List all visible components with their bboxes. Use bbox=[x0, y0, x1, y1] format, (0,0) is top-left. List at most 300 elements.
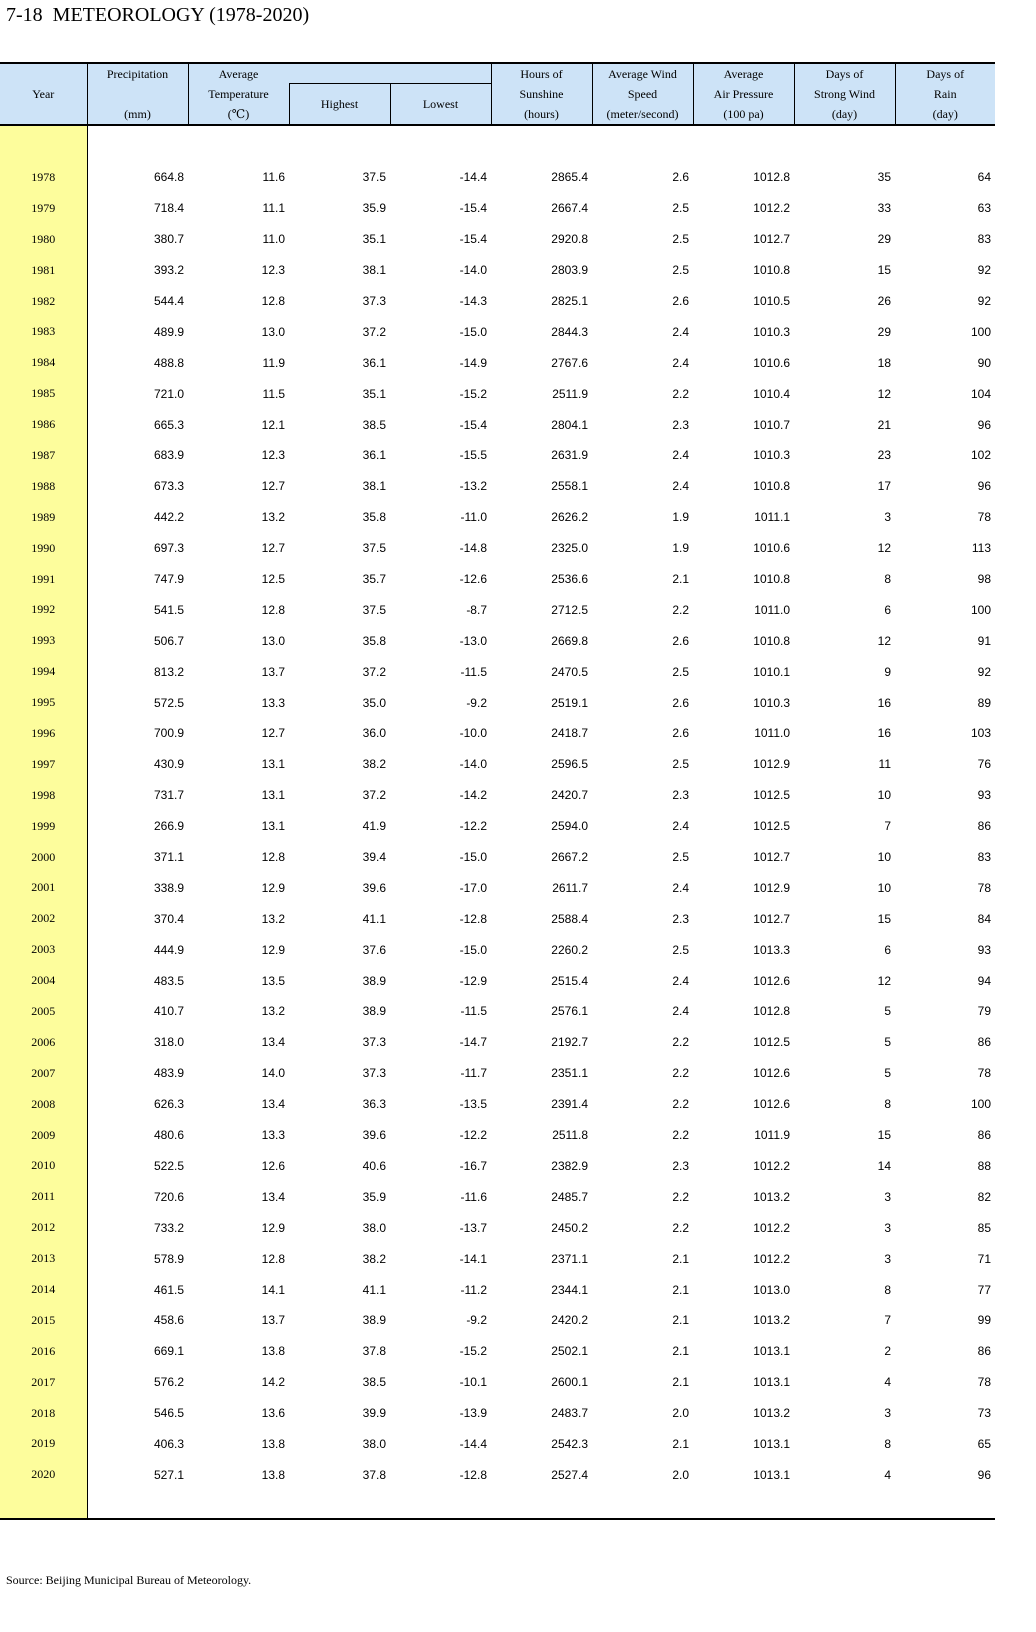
value-cell: 410.7 bbox=[153, 1004, 184, 1019]
value-cell: 13.2 bbox=[261, 911, 285, 926]
value-cell: -9.2 bbox=[466, 695, 487, 710]
value-cell: 2767.6 bbox=[551, 355, 588, 370]
value-cell: 1013.2 bbox=[753, 1189, 790, 1204]
table-row bbox=[0, 286, 995, 317]
value-cell: 1013.1 bbox=[753, 1467, 790, 1482]
table-row bbox=[0, 934, 995, 965]
value-cell: -13.9 bbox=[459, 1406, 487, 1421]
value-cell: 318.0 bbox=[153, 1035, 184, 1050]
year-cell: 2004 bbox=[0, 965, 87, 996]
year-cell: 2014 bbox=[0, 1274, 87, 1305]
year-cell: 1987 bbox=[0, 440, 87, 471]
table-row bbox=[0, 1243, 995, 1274]
table-row bbox=[0, 316, 995, 347]
value-cell: 380.7 bbox=[153, 232, 184, 247]
value-cell: 96 bbox=[977, 1467, 991, 1482]
value-cell: 2260.2 bbox=[551, 942, 588, 957]
value-cell: 39.4 bbox=[362, 850, 386, 865]
year-cell: 1983 bbox=[0, 316, 87, 347]
table-row bbox=[0, 378, 995, 409]
value-cell: 2.0 bbox=[672, 1406, 689, 1421]
value-cell: 442.2 bbox=[153, 510, 184, 525]
value-cell: 92 bbox=[977, 664, 991, 679]
value-cell: -12.2 bbox=[459, 819, 487, 834]
value-cell: 38.9 bbox=[362, 1004, 386, 1019]
header-year: Year bbox=[0, 63, 87, 125]
value-cell: 2.1 bbox=[672, 1251, 689, 1266]
value-cell: 2.5 bbox=[672, 201, 689, 216]
value-cell: 79 bbox=[977, 1004, 991, 1019]
year-cell: 2016 bbox=[0, 1336, 87, 1367]
table-row bbox=[0, 625, 995, 656]
value-cell: 1012.7 bbox=[753, 911, 790, 926]
year-cell: 2013 bbox=[0, 1243, 87, 1274]
value-cell: 2519.1 bbox=[551, 695, 588, 710]
table-row bbox=[0, 1120, 995, 1151]
table-row bbox=[0, 1027, 995, 1058]
value-cell: -13.2 bbox=[459, 479, 487, 494]
value-cell: 480.6 bbox=[153, 1128, 184, 1143]
value-cell: -14.4 bbox=[459, 170, 487, 185]
value-cell: 1011.9 bbox=[754, 1128, 790, 1143]
value-cell: 1.9 bbox=[672, 510, 689, 525]
value-cell: 4 bbox=[884, 1375, 891, 1390]
source-note: Source: Beijing Municipal Bureau of Meteorology. bbox=[6, 1573, 252, 1587]
header-strong-wind-days: Days of Strong Wind (day) bbox=[794, 63, 895, 125]
value-cell: -14.9 bbox=[459, 355, 487, 370]
value-cell: -11.6 bbox=[460, 1189, 487, 1204]
value-cell: -12.6 bbox=[459, 572, 487, 587]
value-cell: 2382.9 bbox=[551, 1158, 588, 1173]
value-cell: 38.2 bbox=[362, 757, 386, 772]
value-cell: 13.8 bbox=[261, 1436, 285, 1451]
value-cell: 39.6 bbox=[362, 1128, 386, 1143]
value-cell: 13.8 bbox=[261, 1467, 285, 1482]
value-cell: 12.7 bbox=[261, 541, 285, 556]
year-cell: 2007 bbox=[0, 1058, 87, 1089]
value-cell: 2470.5 bbox=[551, 664, 588, 679]
value-cell: 2.6 bbox=[672, 633, 689, 648]
value-cell: -16.7 bbox=[459, 1158, 487, 1173]
value-cell: 93 bbox=[977, 942, 991, 957]
value-cell: 1010.3 bbox=[753, 695, 790, 710]
value-cell: 9 bbox=[884, 664, 891, 679]
value-cell: 14.0 bbox=[261, 1066, 285, 1081]
value-cell: 2192.7 bbox=[551, 1035, 588, 1050]
value-cell: 2844.3 bbox=[551, 324, 588, 339]
value-cell: 489.9 bbox=[153, 324, 184, 339]
table-row bbox=[0, 564, 995, 595]
value-cell: 2371.1 bbox=[551, 1251, 588, 1266]
value-cell: 2558.1 bbox=[551, 479, 588, 494]
value-cell: 2631.9 bbox=[551, 448, 588, 463]
value-cell: 17 bbox=[877, 479, 891, 494]
value-cell: 94 bbox=[977, 973, 991, 988]
value-cell: 3 bbox=[884, 1251, 891, 1266]
value-cell: 2.5 bbox=[672, 664, 689, 679]
value-cell: 3 bbox=[884, 1189, 891, 1204]
table-row bbox=[0, 656, 995, 687]
value-cell: 2865.4 bbox=[551, 170, 588, 185]
value-cell: 721.0 bbox=[153, 386, 184, 401]
value-cell: 37.5 bbox=[362, 602, 386, 617]
year-cell: 2009 bbox=[0, 1120, 87, 1151]
header-precipitation: Precipitation (mm) bbox=[87, 63, 188, 125]
value-cell: 37.2 bbox=[362, 324, 386, 339]
value-cell: 2.5 bbox=[672, 757, 689, 772]
value-cell: 2511.8 bbox=[552, 1128, 588, 1143]
value-cell: 29 bbox=[877, 232, 891, 247]
value-cell: 12.9 bbox=[261, 880, 285, 895]
page-title: 7-18 METEOROLOGY (1978-2020) bbox=[6, 4, 310, 26]
table-row bbox=[0, 718, 995, 749]
value-cell: 37.5 bbox=[362, 541, 386, 556]
value-cell: 13.7 bbox=[261, 664, 285, 679]
value-cell: 1012.9 bbox=[753, 757, 790, 772]
value-cell: 35.8 bbox=[362, 633, 386, 648]
value-cell: -11.2 bbox=[460, 1282, 487, 1297]
value-cell: 2.5 bbox=[672, 850, 689, 865]
value-cell: 1010.3 bbox=[753, 448, 790, 463]
value-cell: 38.5 bbox=[362, 417, 386, 432]
value-cell: 4 bbox=[884, 1467, 891, 1482]
table-row bbox=[0, 594, 995, 625]
value-cell: 576.2 bbox=[153, 1375, 184, 1390]
value-cell: 1010.4 bbox=[753, 386, 790, 401]
table-row bbox=[0, 903, 995, 934]
value-cell: -13.5 bbox=[459, 1097, 487, 1112]
value-cell: 71 bbox=[977, 1251, 991, 1266]
value-cell: 527.1 bbox=[153, 1467, 184, 1482]
value-cell: 1012.2 bbox=[753, 201, 790, 216]
table-body bbox=[0, 125, 995, 1519]
value-cell: -15.0 bbox=[459, 942, 487, 957]
value-cell: 2.0 bbox=[672, 1467, 689, 1482]
value-cell: 76 bbox=[977, 757, 991, 772]
value-cell: 2.2 bbox=[672, 1189, 689, 1204]
value-cell: 36.3 bbox=[362, 1097, 386, 1112]
value-cell: -14.3 bbox=[459, 294, 487, 308]
value-cell: 430.9 bbox=[153, 757, 184, 772]
table-row bbox=[0, 162, 995, 193]
value-cell: 1013.0 bbox=[753, 1282, 790, 1297]
header-temperature-group-spacer bbox=[289, 63, 491, 84]
value-cell: 2485.7 bbox=[551, 1189, 588, 1204]
value-cell: 12.9 bbox=[261, 1220, 285, 1235]
value-cell: 84 bbox=[977, 911, 991, 926]
value-cell: 14 bbox=[877, 1158, 891, 1173]
value-cell: 13.3 bbox=[261, 1128, 285, 1143]
table-row bbox=[0, 1336, 995, 1367]
value-cell: 90 bbox=[977, 355, 991, 370]
value-cell: 2344.1 bbox=[551, 1282, 588, 1297]
value-cell: 1012.2 bbox=[753, 1220, 790, 1235]
value-cell: 10 bbox=[877, 850, 891, 865]
value-cell: 2.4 bbox=[672, 479, 689, 494]
value-cell: 2576.1 bbox=[551, 1004, 588, 1019]
value-cell: 37.2 bbox=[362, 788, 386, 803]
value-cell: 64 bbox=[977, 170, 991, 185]
value-cell: -15.4 bbox=[459, 232, 487, 247]
value-cell: 36.1 bbox=[362, 355, 386, 370]
value-cell: 37.3 bbox=[362, 1066, 386, 1081]
value-cell: 36.1 bbox=[362, 448, 386, 463]
value-cell: 86 bbox=[977, 819, 991, 834]
header-air-pressure: Average Air Pressure (100 pa) bbox=[693, 63, 794, 125]
year-cell: 1981 bbox=[0, 255, 87, 286]
value-cell: 669.1 bbox=[153, 1344, 184, 1359]
value-cell: 1013.1 bbox=[753, 1344, 790, 1359]
value-cell: 73 bbox=[977, 1406, 991, 1421]
value-cell: 12.3 bbox=[261, 448, 285, 463]
value-cell: 2.2 bbox=[672, 602, 689, 617]
value-cell: -15.5 bbox=[459, 448, 487, 463]
value-cell: 2600.1 bbox=[551, 1375, 588, 1390]
value-cell: -8.7 bbox=[466, 602, 487, 617]
value-cell: 104 bbox=[970, 386, 991, 401]
value-cell: 11.5 bbox=[262, 386, 285, 401]
value-cell: 2.3 bbox=[672, 417, 689, 432]
value-cell: 38.2 bbox=[362, 1251, 386, 1266]
value-cell: -14.0 bbox=[459, 263, 487, 278]
value-cell: 2712.5 bbox=[551, 602, 588, 617]
value-cell: 1010.8 bbox=[753, 572, 790, 587]
value-cell: 3 bbox=[884, 510, 891, 525]
value-cell: 102 bbox=[970, 448, 991, 463]
value-cell: 1013.3 bbox=[753, 942, 790, 957]
value-cell: 2.1 bbox=[672, 1436, 689, 1451]
year-cell: 2017 bbox=[0, 1367, 87, 1398]
value-cell: 2.5 bbox=[672, 263, 689, 278]
value-cell: 13.1 bbox=[261, 788, 285, 803]
value-cell: 8 bbox=[884, 1436, 891, 1451]
value-cell: 98 bbox=[977, 572, 991, 587]
value-cell: 1012.6 bbox=[753, 973, 790, 988]
value-cell: 86 bbox=[977, 1128, 991, 1143]
value-cell: 1010.5 bbox=[753, 294, 790, 308]
value-cell: 1010.8 bbox=[753, 263, 790, 278]
header-sunshine: Hours of Sunshine (hours) bbox=[491, 63, 592, 125]
value-cell: 2.3 bbox=[672, 911, 689, 926]
value-cell: -15.2 bbox=[459, 386, 487, 401]
year-cell: 1996 bbox=[0, 718, 87, 749]
value-cell: -14.0 bbox=[459, 757, 487, 772]
table-row bbox=[0, 255, 995, 286]
table-row bbox=[0, 1367, 995, 1398]
value-cell: 1013.1 bbox=[753, 1436, 790, 1451]
value-cell: 37.8 bbox=[362, 1467, 386, 1482]
value-cell: 488.8 bbox=[153, 355, 184, 370]
value-cell: 1012.2 bbox=[753, 1251, 790, 1266]
value-cell: -13.7 bbox=[459, 1220, 487, 1235]
table-header bbox=[0, 63, 995, 125]
value-cell: 720.6 bbox=[153, 1189, 184, 1204]
value-cell: 2.4 bbox=[672, 1004, 689, 1019]
value-cell: 1012.7 bbox=[753, 850, 790, 865]
value-cell: 2515.4 bbox=[551, 973, 588, 988]
value-cell: 1012.5 bbox=[753, 1035, 790, 1050]
value-cell: 16 bbox=[877, 726, 891, 741]
year-cell: 2003 bbox=[0, 934, 87, 965]
value-cell: 2.2 bbox=[672, 1035, 689, 1050]
table-row bbox=[0, 1181, 995, 1212]
value-cell: 483.5 bbox=[153, 973, 184, 988]
value-cell: 1.9 bbox=[672, 541, 689, 556]
value-cell: 1012.5 bbox=[753, 788, 790, 803]
value-cell: 38.0 bbox=[362, 1220, 386, 1235]
value-cell: 731.7 bbox=[153, 788, 184, 803]
value-cell: 2.4 bbox=[672, 880, 689, 895]
header-highest: Highest bbox=[289, 84, 390, 125]
value-cell: 2.2 bbox=[672, 1066, 689, 1081]
value-cell: 2825.1 bbox=[551, 294, 588, 308]
value-cell: 12.1 bbox=[261, 417, 285, 432]
value-cell: 406.3 bbox=[153, 1436, 184, 1451]
value-cell: 1011.0 bbox=[754, 726, 790, 741]
value-cell: 1012.9 bbox=[753, 880, 790, 895]
value-cell: 38.0 bbox=[362, 1436, 386, 1451]
value-cell: 483.9 bbox=[153, 1066, 184, 1081]
year-cell: 1993 bbox=[0, 625, 87, 656]
value-cell: 13.0 bbox=[261, 324, 285, 339]
value-cell: 12.8 bbox=[261, 850, 285, 865]
value-cell: 89 bbox=[977, 695, 991, 710]
table-row bbox=[0, 471, 995, 502]
value-cell: -14.4 bbox=[459, 1436, 487, 1451]
value-cell: 5 bbox=[884, 1035, 891, 1050]
year-cell: 1992 bbox=[0, 594, 87, 625]
year-cell: 1980 bbox=[0, 224, 87, 255]
table-row bbox=[0, 409, 995, 440]
value-cell: -14.8 bbox=[459, 541, 487, 556]
value-cell: 83 bbox=[977, 232, 991, 247]
value-cell: 1010.8 bbox=[753, 479, 790, 494]
value-cell: -15.0 bbox=[459, 324, 487, 339]
table-row bbox=[0, 687, 995, 718]
value-cell: -9.2 bbox=[466, 1313, 487, 1328]
value-cell: 2527.4 bbox=[551, 1467, 588, 1482]
value-cell: 13.2 bbox=[261, 1004, 285, 1019]
table-row bbox=[0, 1151, 995, 1182]
value-cell: 13.3 bbox=[261, 695, 285, 710]
value-cell: 38.9 bbox=[362, 1313, 386, 1328]
value-cell: 13.8 bbox=[261, 1344, 285, 1359]
year-cell: 1995 bbox=[0, 687, 87, 718]
value-cell: 2920.8 bbox=[551, 232, 588, 247]
value-cell: 10 bbox=[877, 788, 891, 803]
year-cell: 1991 bbox=[0, 564, 87, 595]
value-cell: 2.6 bbox=[672, 726, 689, 741]
value-cell: 718.4 bbox=[153, 201, 184, 216]
value-cell: 444.9 bbox=[153, 942, 184, 957]
table-row bbox=[0, 780, 995, 811]
value-cell: 3 bbox=[884, 1220, 891, 1235]
year-cell: 1994 bbox=[0, 656, 87, 687]
value-cell: 15 bbox=[877, 263, 891, 278]
value-cell: 35.8 bbox=[362, 510, 386, 525]
value-cell: 29 bbox=[877, 324, 891, 339]
value-cell: 88 bbox=[977, 1158, 991, 1173]
value-cell: 78 bbox=[977, 1066, 991, 1081]
value-cell: 23 bbox=[877, 448, 891, 463]
value-cell: 41.9 bbox=[362, 819, 386, 834]
year-cell: 1979 bbox=[0, 193, 87, 224]
table-bottom-spacer bbox=[0, 1490, 995, 1519]
header-lowest: Lowest bbox=[390, 84, 491, 125]
value-cell: 38.1 bbox=[362, 263, 386, 278]
value-cell: -14.1 bbox=[459, 1251, 487, 1266]
value-cell: 578.9 bbox=[153, 1251, 184, 1266]
value-cell: 11.6 bbox=[262, 170, 285, 185]
value-cell: 8 bbox=[884, 1097, 891, 1112]
value-cell: -15.4 bbox=[459, 417, 487, 432]
value-cell: 546.5 bbox=[153, 1406, 184, 1421]
year-cell: 1988 bbox=[0, 471, 87, 502]
value-cell: 12.8 bbox=[261, 602, 285, 617]
value-cell: 39.9 bbox=[362, 1406, 386, 1421]
table-row bbox=[0, 996, 995, 1027]
value-cell: 700.9 bbox=[153, 726, 184, 741]
value-cell: 7 bbox=[884, 819, 891, 834]
meteorology-table-wrapper bbox=[0, 62, 995, 1520]
value-cell: 21 bbox=[877, 417, 891, 432]
value-cell: 1011.1 bbox=[754, 510, 790, 525]
table-row bbox=[0, 1459, 995, 1490]
value-cell: 2594.0 bbox=[551, 819, 588, 834]
value-cell: -15.0 bbox=[459, 850, 487, 865]
header-average-temperature: Average Temperature (℃) bbox=[188, 63, 289, 125]
year-cell: 2012 bbox=[0, 1212, 87, 1243]
value-cell: 673.3 bbox=[153, 479, 184, 494]
year-cell: 2020 bbox=[0, 1459, 87, 1490]
table-row bbox=[0, 502, 995, 533]
value-cell: 78 bbox=[977, 1375, 991, 1390]
table-row bbox=[0, 1212, 995, 1243]
value-cell: 683.9 bbox=[153, 448, 184, 463]
value-cell: 1012.2 bbox=[753, 1158, 790, 1173]
value-cell: 2.4 bbox=[672, 355, 689, 370]
value-cell: 747.9 bbox=[153, 572, 184, 587]
value-cell: 7 bbox=[884, 1313, 891, 1328]
value-cell: 2.5 bbox=[672, 942, 689, 957]
year-cell: 2006 bbox=[0, 1027, 87, 1058]
value-cell: 12 bbox=[877, 633, 891, 648]
value-cell: 2391.4 bbox=[551, 1097, 588, 1112]
header-wind-speed: Average Wind Speed (meter/second) bbox=[592, 63, 693, 125]
value-cell: 2.2 bbox=[672, 1097, 689, 1112]
year-cell: 1985 bbox=[0, 378, 87, 409]
value-cell: 78 bbox=[977, 880, 991, 895]
value-cell: 12.8 bbox=[261, 294, 285, 308]
value-cell: 12.7 bbox=[261, 726, 285, 741]
value-cell: 100 bbox=[970, 602, 991, 617]
value-cell: 83 bbox=[977, 850, 991, 865]
value-cell: 338.9 bbox=[153, 880, 184, 895]
table-row bbox=[0, 1429, 995, 1460]
year-cell: 2018 bbox=[0, 1398, 87, 1429]
value-cell: 697.3 bbox=[153, 541, 184, 556]
value-cell: 2.6 bbox=[672, 294, 689, 308]
value-cell: 11.1 bbox=[262, 201, 285, 216]
meteorology-table bbox=[0, 62, 995, 1520]
value-cell: 38.1 bbox=[362, 479, 386, 494]
year-cell: 1990 bbox=[0, 533, 87, 564]
value-cell: 5 bbox=[884, 1004, 891, 1019]
year-cell: 1998 bbox=[0, 780, 87, 811]
table-row bbox=[0, 1058, 995, 1089]
value-cell: 85 bbox=[977, 1220, 991, 1235]
value-cell: 1010.1 bbox=[753, 664, 790, 679]
